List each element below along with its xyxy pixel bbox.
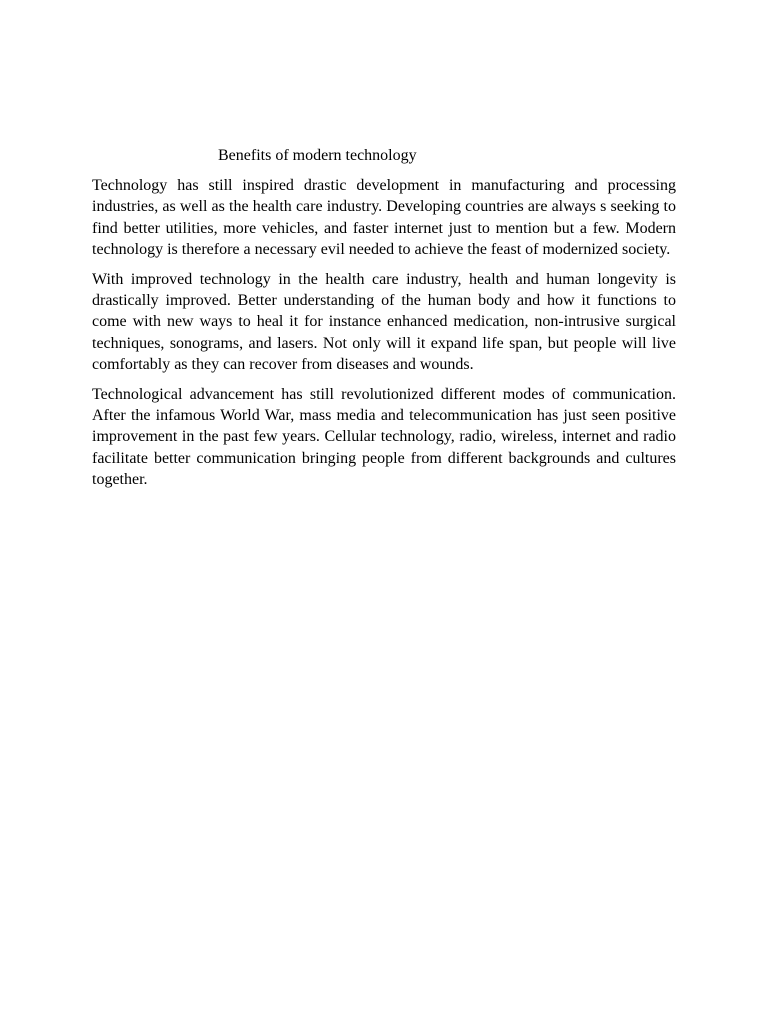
paragraph-health-care: With improved technology in the health care industry, health and human longevity is drastically improved. Better understanding of the human body and how it functions to come with new ways to heal it for instance enhanced medication, non-intrusive surgical techniques, sonograms, and lasers. Not only will it expand life span, but people will live comfortably as they can recover from diseases and wounds. xyxy=(92,270,676,374)
document-body xyxy=(92,175,676,499)
document-title: Benefits of modern technology xyxy=(218,147,417,164)
paragraph-communication: Technological advancement has still revolutionized different modes of communication. After the infamous World War, mass media and telecommunication has just seen positive improvement in the past few years. Cellular technology, radio, wireless, internet and radio facilitate better communication bringing people from different backgrounds and cultures together. xyxy=(92,385,676,489)
paragraph-manufacturing: Technology has still inspired drastic development in manufacturing and processing industries, as well as the health care industry. Developing countries are always s seeking to find better utilities, more vehicles, and faster internet just to mention but a few. Modern technology is therefore a necessary evil needed to achieve the feast of modernized society. xyxy=(92,177,676,259)
